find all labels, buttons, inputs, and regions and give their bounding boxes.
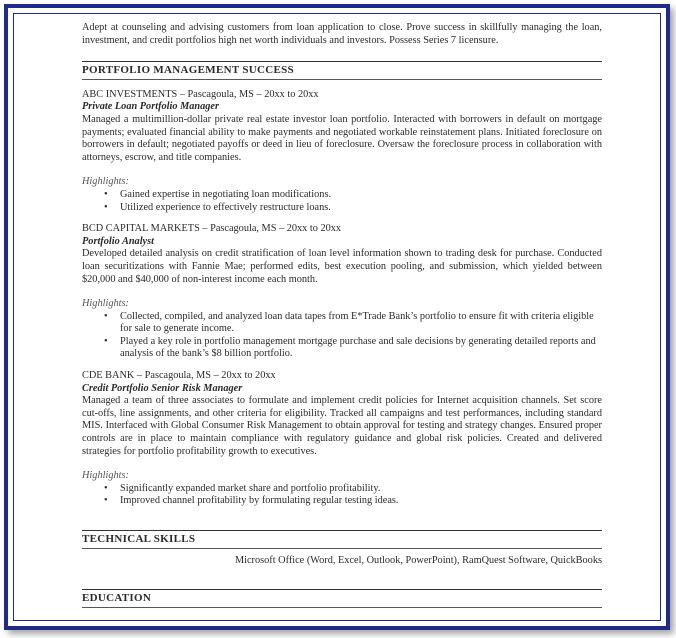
job-entry (82, 89, 602, 214)
technical-skills-title: TECHNICAL SKILLS (82, 531, 602, 549)
resume-inner-border (13, 13, 661, 621)
intro-summary: Adept at counseling and advising customers from loan application to close. Prove success in skillfully managing the loan, investment, and credit portfolios high net worth individuals and investors. Possess Series 7 licensure. (82, 22, 602, 46)
job-description: Managed a multimillion-dollar private real estate investor loan portfolio. Interacted with borrowers in default on mortgage payments; evaluated financial ability to make payments and negotiated workable reinstatement plans. Initiated foreclosure on borrowers in default; negotiated payoffs or deed in lieu of foreclosure. Oversaw the foreclosure process in collaboration with attorneys, escrow, and title companies. (82, 113, 602, 163)
job-header: ABC INVESTMENTS – Pascagoula, MS – 20xx to 20xx (82, 88, 319, 100)
highlight-item: • Improved channel profitability by formulating regular testing ideas. (120, 495, 602, 508)
highlights-list (82, 483, 602, 508)
job-role: Credit Portfolio Senior Risk Manager (82, 382, 243, 394)
highlight-item: • Utilized experience to effectively restructure loans. (120, 202, 602, 215)
highlights-label: Highlights: (82, 470, 129, 482)
job-description: Managed a team of three associates to formulate and implement credit policies for Internet acquisition channels. Set score cut-offs, line assignments, and other criteria for eligibility. Tracked all campaigns and test performances, including standard MIS. Interfaced with Global Consumer Risk Management to obtain approval for testing and strategy changes. Ensured proper controls are in place to maintain compliance with regulatory guidance and global risk policies. Created and delivered strategies for portfolio profitability growth to executives. (82, 395, 602, 457)
resume-frame (4, 4, 670, 630)
portfolio-section-title: PORTFOLIO MANAGEMENT SUCCESS (82, 62, 602, 80)
job-role: Private Loan Portfolio Manager (82, 101, 220, 113)
job-role: Portfolio Analyst (82, 235, 154, 247)
highlights-label: Highlights: (82, 298, 129, 310)
job-header: BCD CAPITAL MARKETS – Pascagoula, MS – 20xx to 20xx (82, 223, 342, 235)
job-header: CDE BANK – Pascagoula, MS – 20xx to 20xx (82, 370, 276, 382)
highlights-list (82, 311, 602, 361)
highlight-item: • Played a key role in portfolio management mortgage purchase and sale decisions by generating detailed reports and analysis of the bank’s $8 billion portfolio. (120, 336, 602, 361)
job-entry (82, 370, 602, 508)
highlight-item: • Collected, compiled, and analyzed loan data tapes from E*Trade Bank’s portfolio to ensure fit with criteria eligible for sale to generate income. (120, 311, 602, 336)
technical-skills-list: Microsoft Office (Word, Excel, Outlook, PowerPoint), RamQuest Software, QuickBooks (234, 554, 602, 566)
resume-page (82, 22, 602, 608)
highlights-label: Highlights: (82, 176, 129, 188)
highlight-item: • Significantly expanded market share and portfolio profitability. (120, 483, 602, 496)
job-entry (82, 223, 602, 361)
education-title: EDUCATION (82, 590, 602, 608)
job-description: Developed detailed analysis on credit stratification of loan level information shown to trading desk for purchase. Conducted loan securitizations with Fannie Mae; performed edits, best execution pooling, and submission, which yielded between $20,000 and $40,000 of non-interest income each month. (82, 248, 602, 285)
highlights-list (82, 189, 602, 214)
highlight-item: • Gained expertise in negotiating loan modifications. (120, 189, 602, 202)
